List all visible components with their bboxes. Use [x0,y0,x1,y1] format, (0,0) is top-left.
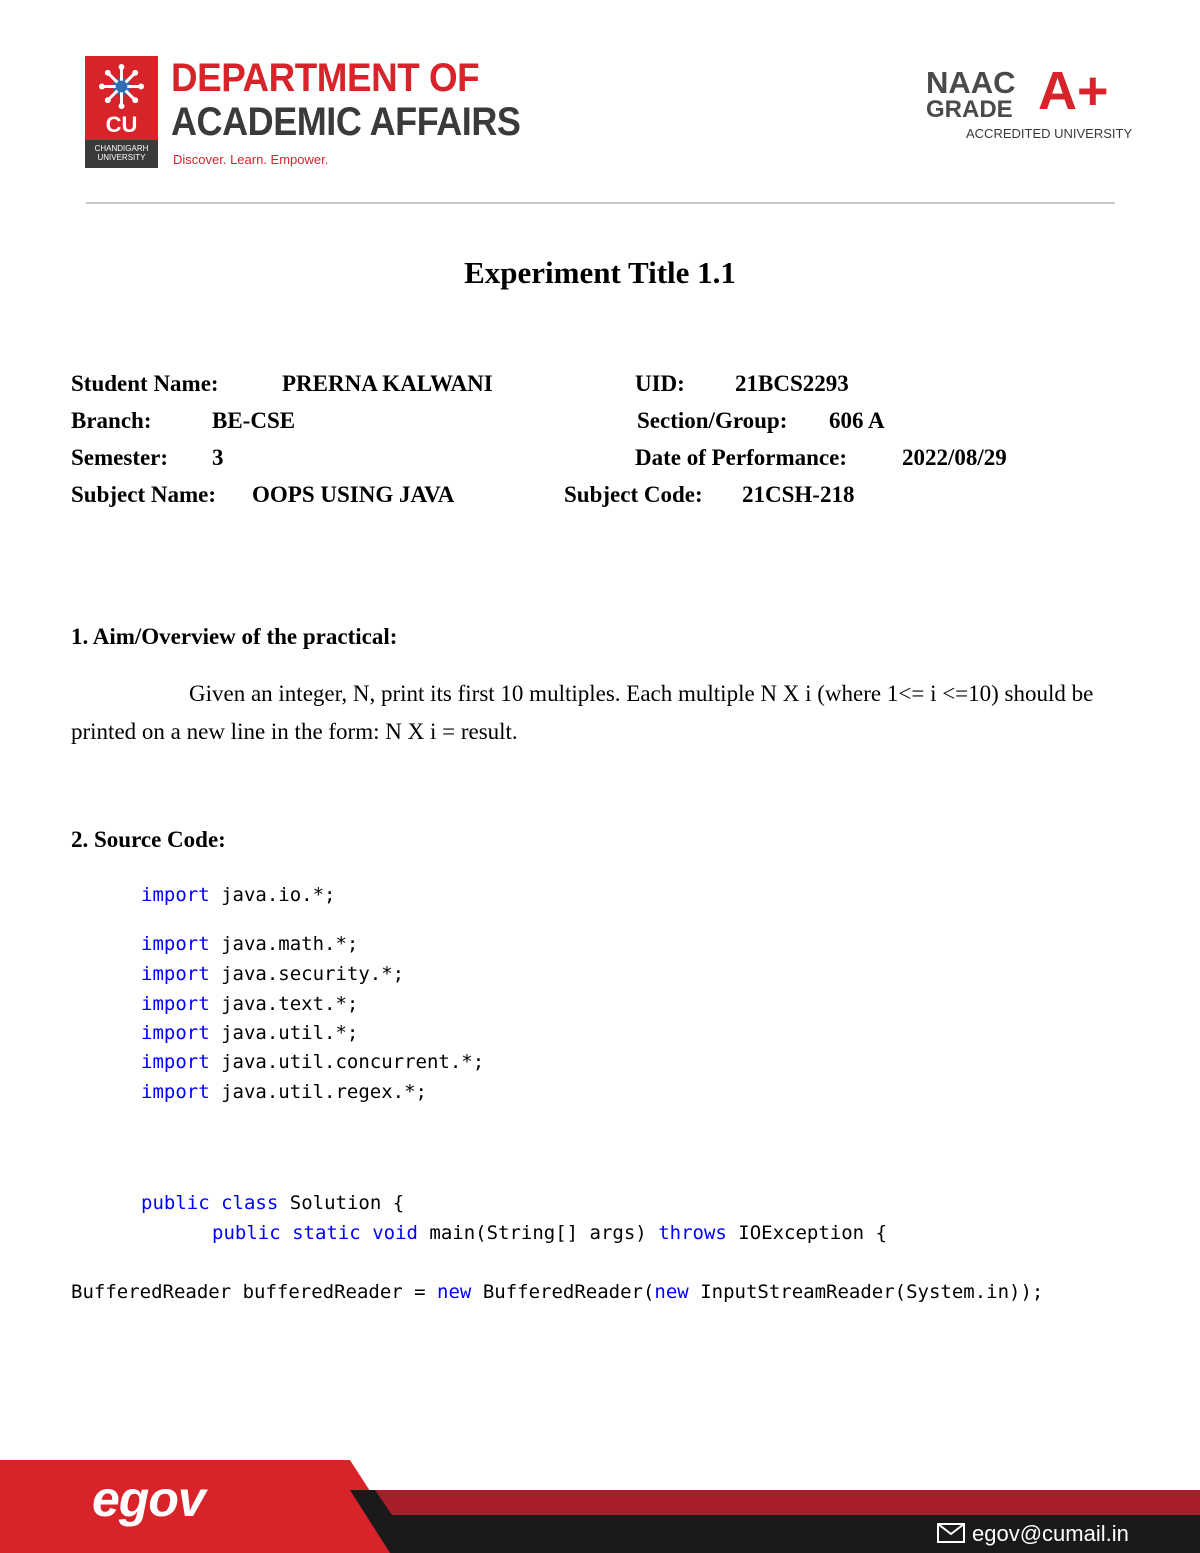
code-line-import [141,963,404,985]
code-line-class [141,1192,404,1214]
subject-code-value: 21CSH-218 [742,482,855,507]
code-keyword: import [141,1081,210,1103]
snowflake-emblem-icon [97,62,146,111]
branch-value: BE-CSE [212,408,296,433]
code-text: BufferedReader( [482,1281,655,1303]
logo-abbr: CU [105,112,138,137]
subject-name-value: OOPS USING JAVA [252,482,455,507]
code-import-path: java.security.*; [221,963,405,985]
naac-grade-label: GRADE [926,96,1013,123]
code-keyword: void [372,1222,418,1244]
code-line-reader [71,1281,1043,1303]
code-line-import [141,1081,427,1103]
naac-accreditation: ACCREDITED UNIVERSITY [966,126,1133,141]
mail-icon [937,1523,965,1543]
code-line-import [141,933,358,955]
uid-label: UID: [635,371,685,396]
code-import-path: java.util.*; [221,1022,359,1044]
code-text: InputStreamReader(System.in)); [700,1281,1044,1303]
code-text: Solution { [289,1192,405,1214]
branch-label: Branch: [71,408,152,433]
source-code-heading: 2. Source Code: [71,827,226,852]
date-label: Date of Performance: [635,445,847,470]
date-value: 2022/08/29 [902,445,1007,470]
code-keyword: public [212,1222,281,1244]
code-keyword: new [654,1281,689,1303]
code-line-main [212,1222,887,1244]
section-value: 606 A [829,408,885,433]
uid-value: 21BCS2293 [735,371,849,396]
code-line-import [141,884,335,906]
experiment-title: Experiment Title 1.1 [464,255,736,290]
student-name-value: PRERNA KALWANI [282,371,493,396]
egov-logo: egov [92,1471,205,1527]
department-title-line2: ACADEMIC AFFAIRS [171,100,521,144]
code-keyword: static [292,1222,361,1244]
department-title-line1: DEPARTMENT OF [171,56,480,100]
naac-label: NAAC [926,65,1016,100]
code-keyword: import [141,963,210,985]
student-name-label: Student Name: [71,371,219,396]
logo-university: CHANDIGARH UNIVERSITY [85,140,158,168]
code-keyword: public [141,1192,210,1214]
code-import-path: java.util.concurrent.*; [221,1051,485,1073]
code-text: BufferedReader bufferedReader = [71,1281,438,1303]
code-line-import [141,1022,358,1044]
code-import-path: java.util.regex.*; [221,1081,427,1103]
header-divider [86,202,1115,204]
code-keyword: import [141,1022,210,1044]
code-keyword: class [221,1192,279,1214]
code-keyword: import [141,933,210,955]
code-keyword: new [437,1281,472,1303]
aim-heading: 1. Aim/Overview of the practical: [71,624,398,649]
code-import-path: java.io.*; [221,884,336,906]
code-keyword: throws [658,1222,727,1244]
subject-name-label: Subject Name: [71,482,216,507]
code-line-import [141,993,358,1015]
code-import-path: java.text.*; [221,993,359,1015]
code-keyword: import [141,1051,210,1073]
section-label: Section/Group: [637,408,788,433]
footer-email: egov@cumail.in [972,1521,1129,1546]
aim-text: Given an integer, N, print its first 10 multiples. Each multiple N X i (where 1<= i <=10) should be printed on a new line in the form: N X i = result. [71,681,1094,744]
code-text: main(String[] args) [429,1222,647,1244]
code-text: IOException { [738,1222,888,1244]
cu-logo [85,56,158,168]
code-keyword: import [141,993,210,1015]
code-keyword: import [141,884,210,906]
tagline: Discover. Learn. Empower. [173,152,329,167]
subject-code-label: Subject Code: [564,482,703,507]
code-import-path: java.math.*; [221,933,359,955]
semester-label: Semester: [71,445,169,470]
naac-grade-value: A+ [1038,61,1109,121]
code-line-import [141,1051,484,1073]
semester-value: 3 [212,445,224,470]
